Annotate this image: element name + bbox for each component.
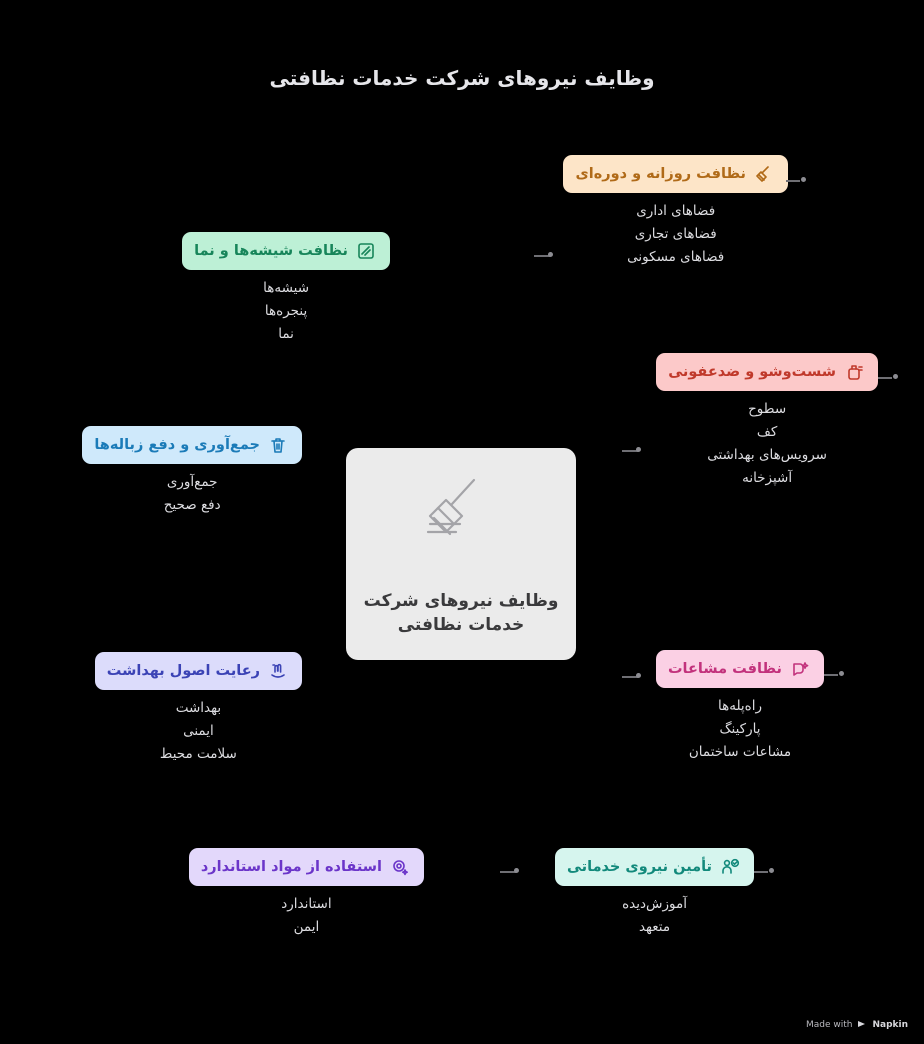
branch-items-waste-collection-disposal xyxy=(82,474,302,513)
list-item: جمع‌آوری xyxy=(166,474,218,490)
list-item: سلامت محیط xyxy=(159,746,237,762)
list-item: نما xyxy=(278,326,294,342)
list-item: سطوح xyxy=(748,401,787,417)
connector-dot xyxy=(893,374,898,379)
napkin-logo-icon xyxy=(857,1020,867,1030)
branch-items-common-area-cleaning xyxy=(656,698,824,760)
branch-daily-periodic-cleaning[interactable] xyxy=(563,155,788,265)
connector-dot xyxy=(548,252,553,257)
watermark xyxy=(806,1020,908,1030)
connector-common-area-cleaning xyxy=(824,674,838,676)
connector-dot xyxy=(839,671,844,676)
branch-items-standard-materials xyxy=(189,896,424,935)
connector-daily-periodic-cleaning xyxy=(786,180,800,182)
list-item: آموزش‌دیده xyxy=(622,896,687,912)
list-item: ایمن xyxy=(293,919,320,935)
branch-label-standard-materials: استفاده از مواد استاندارد xyxy=(200,858,382,875)
list-item: فضاهای تجاری xyxy=(634,226,717,242)
center-node-label: وظایف نیروهای شرکت خدمات نظافتی xyxy=(363,590,559,636)
connector-dot xyxy=(636,447,641,452)
branch-chip-waste-collection-disposal[interactable] xyxy=(82,426,302,464)
branch-chip-service-staff-supply[interactable] xyxy=(555,848,754,886)
branch-items-service-staff-supply xyxy=(555,896,754,935)
watermark-brand: Napkin xyxy=(872,1020,908,1030)
branch-service-staff-supply[interactable] xyxy=(555,848,754,935)
branch-chip-daily-periodic-cleaning[interactable] xyxy=(563,155,788,193)
branch-chip-hygiene-principles[interactable] xyxy=(95,652,302,690)
branch-waste-collection-disposal[interactable] xyxy=(82,426,302,513)
certified-drop-icon xyxy=(390,857,410,877)
branch-common-area-cleaning[interactable] xyxy=(656,650,824,760)
branch-items-washing-disinfection xyxy=(656,401,878,486)
branch-label-washing-disinfection: شست‌وشو و ضدعفونی xyxy=(668,363,836,380)
branch-label-hygiene-principles: رعایت اصول بهداشت xyxy=(106,662,260,679)
list-item: دفع صحیح xyxy=(163,497,221,513)
list-item: آشپزخانه xyxy=(742,470,793,486)
list-item: پنجره‌ها xyxy=(264,303,308,319)
list-item: استاندارد xyxy=(281,896,332,912)
list-item: راه‌پله‌ها xyxy=(717,698,763,714)
broom-sweep-icon xyxy=(754,164,774,184)
hand-hygiene-icon xyxy=(268,661,288,681)
list-item: ایمنی xyxy=(183,723,214,739)
window-wipe-icon xyxy=(356,241,376,261)
branch-label-common-area-cleaning: نظافت مشاعات xyxy=(667,660,782,677)
branch-standard-materials[interactable] xyxy=(189,848,424,935)
branch-chip-standard-materials[interactable] xyxy=(189,848,424,886)
list-item: فضاهای مسکونی xyxy=(627,249,725,265)
branch-items-hygiene-principles xyxy=(95,700,302,762)
spray-bottle-icon xyxy=(844,362,864,382)
connector-service-staff-supply xyxy=(754,871,768,873)
page-title: وظایف نیروهای شرکت خدمات نظافتی xyxy=(269,66,655,90)
branch-washing-disinfection[interactable] xyxy=(656,353,878,486)
branch-label-service-staff-supply: تأمین نیروی خدماتی xyxy=(567,858,712,875)
list-item: سرویس‌های بهداشتی xyxy=(707,447,827,463)
branch-hygiene-principles[interactable] xyxy=(95,652,302,762)
trash-bin-icon xyxy=(268,435,288,455)
branch-items-glass-facade-cleaning xyxy=(182,280,390,342)
verified-worker-icon xyxy=(720,857,740,877)
list-item: بهداشت xyxy=(175,700,222,716)
list-item: کف xyxy=(756,424,778,440)
branch-chip-common-area-cleaning[interactable] xyxy=(656,650,824,688)
list-item: متعهد xyxy=(638,919,671,935)
branch-label-glass-facade-cleaning: نظافت شیشه‌ها و نما xyxy=(194,242,348,259)
branch-label-daily-periodic-cleaning: نظافت روزانه و دوره‌ای xyxy=(575,165,746,182)
connector-dot xyxy=(769,868,774,873)
broom-icon xyxy=(416,474,506,546)
branch-chip-washing-disinfection[interactable] xyxy=(656,353,878,391)
branch-glass-facade-cleaning[interactable] xyxy=(182,232,390,342)
watermark-prefix: Made with xyxy=(805,1020,853,1030)
sparkle-icon xyxy=(790,659,810,679)
list-item: پارکینگ xyxy=(719,721,761,737)
list-item: فضاهای اداری xyxy=(636,203,716,219)
connector-dot xyxy=(514,868,519,873)
branch-items-daily-periodic-cleaning xyxy=(563,203,788,265)
connector-dot xyxy=(801,177,806,182)
list-item: شیشه‌ها xyxy=(263,280,310,296)
branch-label-waste-collection-disposal: جمع‌آوری و دفع زباله‌ها xyxy=(94,436,260,453)
connector-washing-disinfection xyxy=(878,377,892,379)
branch-chip-glass-facade-cleaning[interactable] xyxy=(182,232,390,270)
connector-dot xyxy=(636,673,641,678)
list-item: مشاعات ساختمان xyxy=(688,744,792,760)
center-node xyxy=(346,448,576,660)
